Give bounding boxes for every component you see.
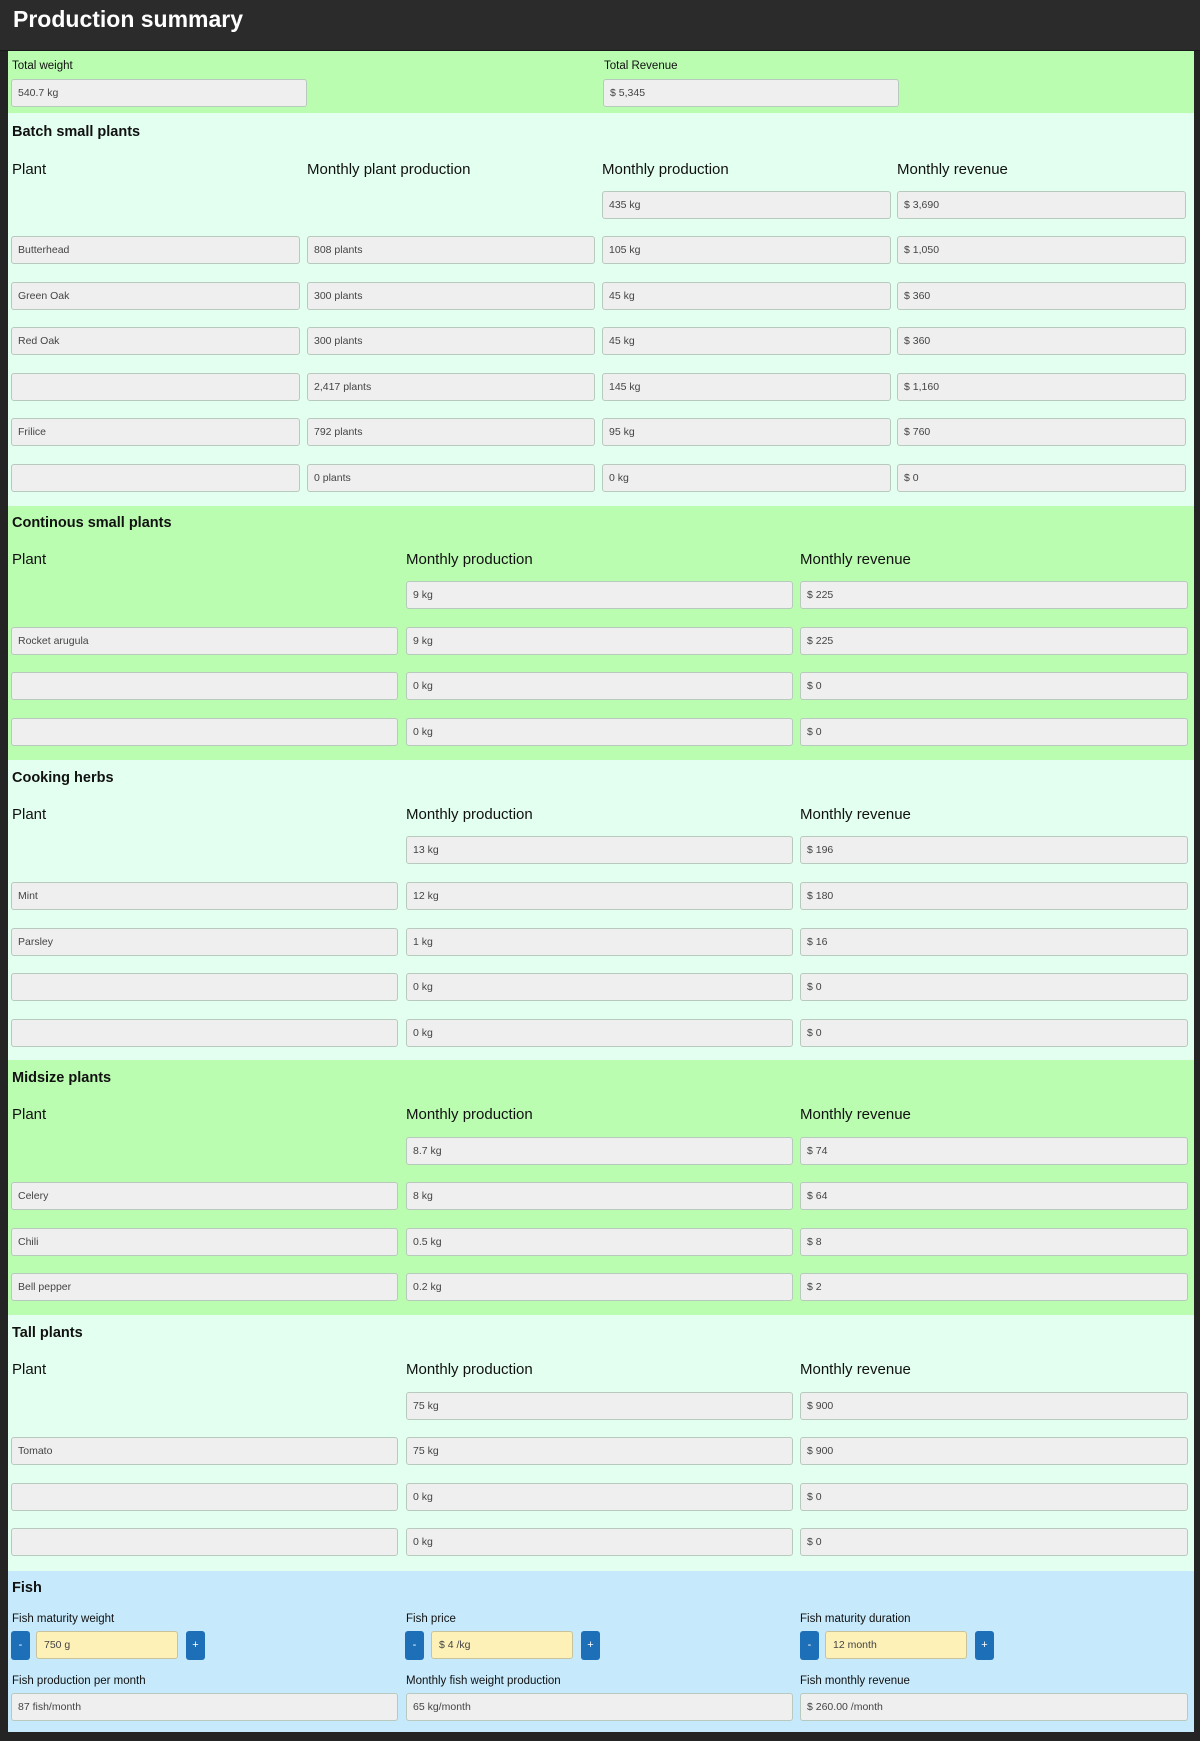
plant-count-field[interactable]: 2,417 plants [307,373,595,401]
col-header-revenue: Monthly revenue [800,806,911,823]
section-title: Fish [12,1580,42,1596]
fish-production-field[interactable]: 87 fish/month [11,1693,398,1721]
section-title: Cooking herbs [12,770,114,786]
fish-price-label: Fish price [406,1613,456,1625]
plant-field[interactable]: Parsley [11,928,398,956]
section-title: Continous small plants [12,515,172,531]
tall-plants-section [8,1315,1194,1571]
fish-price-input[interactable]: $ 4 /kg [431,1631,573,1659]
production-field[interactable]: 45 kg [602,282,891,310]
price-decrement-button[interactable]: - [405,1631,424,1660]
production-field[interactable]: 9 kg [406,627,793,655]
fish-maturity-weight-input[interactable]: 750 g [36,1631,178,1659]
col-header-revenue: Monthly revenue [800,551,911,568]
production-field[interactable]: 0.5 kg [406,1228,793,1256]
production-field[interactable]: 95 kg [602,418,891,446]
plant-field[interactable] [11,973,398,1001]
plant-count-field[interactable]: 0 plants [307,464,595,492]
plant-field[interactable] [11,1528,398,1556]
plant-field[interactable]: Green Oak [11,282,300,310]
tall-total-production[interactable]: 75 kg [406,1392,793,1420]
midsize-total-production[interactable]: 8.7 kg [406,1137,793,1165]
production-field[interactable]: 105 kg [602,236,891,264]
col-header-plant: Plant [12,1106,47,1123]
col-header-plant: Plant [12,1361,47,1378]
revenue-field[interactable]: $ 64 [800,1182,1188,1210]
fish-revenue-field[interactable]: $ 260.00 /month [800,1693,1188,1721]
totals-section [8,51,1194,113]
col-header-production: Monthly production [406,1361,533,1378]
production-field[interactable]: 0 kg [406,718,793,746]
revenue-field[interactable]: $ 0 [800,718,1188,746]
col-header-plant: Plant [12,161,47,178]
production-field[interactable]: 0.2 kg [406,1273,793,1301]
plant-count-field[interactable]: 300 plants [307,282,595,310]
revenue-field[interactable]: $ 16 [800,928,1188,956]
continuous-total-revenue[interactable]: $ 225 [800,581,1188,609]
fish-maturity-duration-label: Fish maturity duration [800,1613,911,1625]
revenue-field[interactable]: $ 360 [897,282,1186,310]
production-field[interactable]: 45 kg [602,327,891,355]
plant-count-field[interactable]: 300 plants [307,327,595,355]
plant-field[interactable]: Celery [11,1182,398,1210]
col-header-production: Monthly production [602,161,729,178]
plant-count-field[interactable]: 792 plants [307,418,595,446]
revenue-field[interactable]: $ 180 [800,882,1188,910]
col-header-production: Monthly production [406,806,533,823]
revenue-field[interactable]: $ 0 [800,1019,1188,1047]
duration-decrement-button[interactable]: - [800,1631,819,1660]
plant-field[interactable]: Red Oak [11,327,300,355]
plant-count-field[interactable]: 808 plants [307,236,595,264]
total-weight-field[interactable]: 540.7 kg [11,79,307,107]
plant-field[interactable]: Butterhead [11,236,300,264]
duration-increment-button[interactable]: + [975,1631,994,1660]
total-weight-label: Total weight [12,60,73,72]
fish-maturity-weight-label: Fish maturity weight [12,1613,115,1625]
midsize-total-revenue[interactable]: $ 74 [800,1137,1188,1165]
revenue-field[interactable]: $ 225 [800,627,1188,655]
plant-field[interactable] [11,373,300,401]
fish-production-label: Fish production per month [12,1675,146,1687]
production-field[interactable]: 0 kg [406,973,793,1001]
production-field[interactable]: 0 kg [406,1528,793,1556]
revenue-field[interactable]: $ 8 [800,1228,1188,1256]
header-bar [0,0,1200,51]
midsize-plants-section [8,1060,1194,1315]
batch-total-revenue[interactable]: $ 3,690 [897,191,1186,219]
col-header-revenue: Monthly revenue [800,1106,911,1123]
maturity-weight-decrement-button[interactable]: - [11,1631,30,1660]
production-field[interactable]: 12 kg [406,882,793,910]
fish-section [8,1571,1194,1732]
revenue-field[interactable]: $ 0 [800,1483,1188,1511]
maturity-weight-increment-button[interactable]: + [186,1631,205,1660]
production-field[interactable]: 0 kg [602,464,891,492]
batch-small-plants-section [8,113,1194,506]
col-header-revenue: Monthly revenue [897,161,1008,178]
col-header-production: Monthly production [406,1106,533,1123]
plant-field[interactable] [11,464,300,492]
section-title: Batch small plants [12,124,141,140]
fish-weight-production-label: Monthly fish weight production [406,1675,561,1687]
production-field[interactable]: 8 kg [406,1182,793,1210]
revenue-field[interactable]: $ 0 [800,672,1188,700]
plant-field[interactable]: Frilice [11,418,300,446]
cooking-herbs-section [8,760,1194,1060]
revenue-field[interactable]: $ 1,160 [897,373,1186,401]
revenue-field[interactable]: $ 1,050 [897,236,1186,264]
plant-field[interactable] [11,1483,398,1511]
revenue-field[interactable]: $ 360 [897,327,1186,355]
col-header-plant: Plant [12,806,47,823]
page-title: Production summary [13,6,244,32]
revenue-field[interactable]: $ 760 [897,418,1186,446]
continuous-small-plants-section [8,506,1194,760]
revenue-field[interactable]: $ 900 [800,1437,1188,1465]
plant-field[interactable]: Bell pepper [11,1273,398,1301]
herbs-total-production[interactable]: 13 kg [406,836,793,864]
col-header-plant: Plant [12,551,47,568]
production-field[interactable]: 75 kg [406,1437,793,1465]
section-title: Tall plants [12,1325,83,1341]
fish-revenue-label: Fish monthly revenue [800,1675,910,1687]
tall-total-revenue[interactable]: $ 900 [800,1392,1188,1420]
price-increment-button[interactable]: + [581,1631,600,1660]
production-field[interactable]: 145 kg [602,373,891,401]
production-field[interactable]: 0 kg [406,1483,793,1511]
fish-weight-production-field[interactable]: 65 kg/month [406,1693,793,1721]
total-revenue-field[interactable]: $ 5,345 [603,79,899,107]
plant-field[interactable] [11,672,398,700]
revenue-field[interactable]: $ 0 [897,464,1186,492]
plant-field[interactable] [11,1019,398,1047]
production-field[interactable]: 0 kg [406,1019,793,1047]
col-header-plant-production: Monthly plant production [307,161,471,178]
col-header-revenue: Monthly revenue [800,1361,911,1378]
plant-field[interactable]: Tomato [11,1437,398,1465]
revenue-field[interactable]: $ 0 [800,1528,1188,1556]
continuous-total-production[interactable]: 9 kg [406,581,793,609]
plant-field[interactable]: Rocket arugula [11,627,398,655]
fish-maturity-duration-input[interactable]: 12 month [825,1631,967,1659]
total-revenue-label: Total Revenue [604,60,678,72]
batch-total-production[interactable]: 435 kg [602,191,891,219]
col-header-production: Monthly production [406,551,533,568]
production-field[interactable]: 1 kg [406,928,793,956]
revenue-field[interactable]: $ 2 [800,1273,1188,1301]
herbs-total-revenue[interactable]: $ 196 [800,836,1188,864]
production-field[interactable]: 0 kg [406,672,793,700]
section-title: Midsize plants [12,1070,112,1086]
plant-field[interactable]: Mint [11,882,398,910]
plant-field[interactable] [11,718,398,746]
plant-field[interactable]: Chili [11,1228,398,1256]
revenue-field[interactable]: $ 0 [800,973,1188,1001]
